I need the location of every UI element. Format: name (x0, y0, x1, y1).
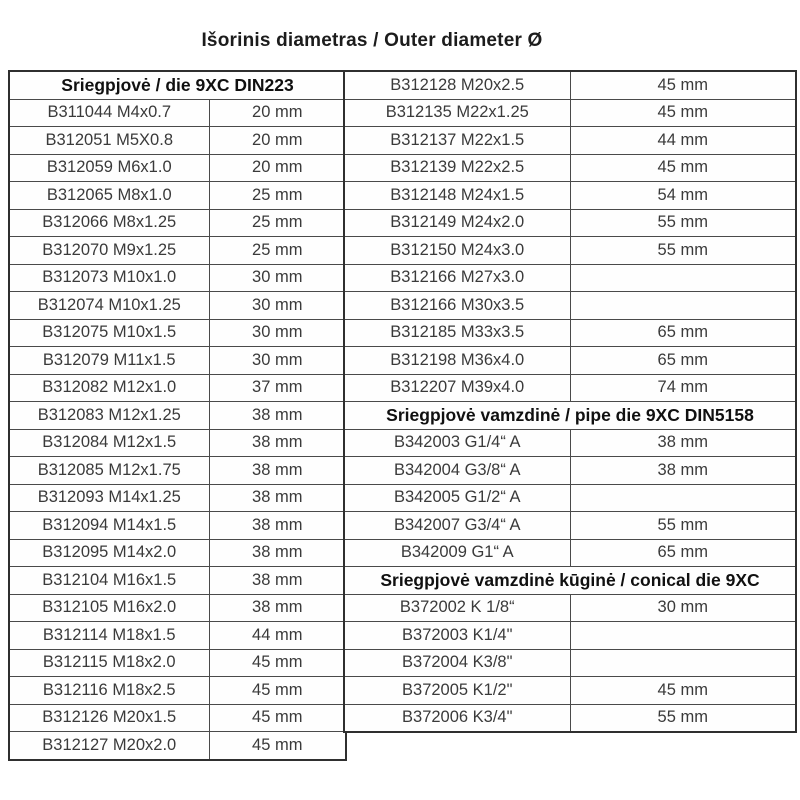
part-number-cell: B312150 M24x3.0 (344, 237, 570, 265)
table-row (9, 237, 346, 265)
table-row (9, 292, 346, 320)
part-number-cell: B311044 M4x0.7 (9, 99, 209, 127)
outer-diameter-cell: 38 mm (209, 594, 346, 622)
outer-diameter-cell: 74 mm (570, 374, 796, 402)
outer-diameter-cell: 44 mm (570, 127, 796, 155)
table-row (344, 429, 796, 457)
table-row (344, 649, 796, 677)
part-number-cell: B312116 M18x2.5 (9, 677, 209, 705)
table-row (344, 99, 796, 127)
part-number-cell: B312051 M5X0.8 (9, 127, 209, 155)
table-row (344, 704, 796, 732)
section-header-row (344, 567, 796, 595)
outer-diameter-cell: 55 mm (570, 512, 796, 540)
outer-diameter-cell: 38 mm (209, 539, 346, 567)
table-row (9, 127, 346, 155)
die-table-right-body (344, 71, 796, 732)
table-row (344, 209, 796, 237)
die-table-left-body (9, 71, 346, 760)
section-header: Sriegpjovė vamzdinė kūginė / conical die 9XC (344, 567, 796, 595)
section-header-row (344, 402, 796, 430)
table-row (344, 677, 796, 705)
table-row (344, 484, 796, 512)
part-number-cell: B312135 M22x1.25 (344, 99, 570, 127)
table-row (9, 704, 346, 732)
part-number-cell: B372006 K3/4" (344, 704, 570, 732)
part-number-cell: B312070 M9x1.25 (9, 237, 209, 265)
table-row (344, 512, 796, 540)
outer-diameter-cell: 25 mm (209, 237, 346, 265)
table-row (9, 154, 346, 182)
table-row (9, 319, 346, 347)
part-number-cell: B312085 M12x1.75 (9, 457, 209, 485)
outer-diameter-cell: 45 mm (570, 99, 796, 127)
outer-diameter-cell: 65 mm (570, 539, 796, 567)
part-number-cell: B312074 M10x1.25 (9, 292, 209, 320)
outer-diameter-cell: 30 mm (209, 264, 346, 292)
outer-diameter-cell: 38 mm (209, 429, 346, 457)
outer-diameter-cell: 30 mm (209, 347, 346, 375)
table-row (9, 182, 346, 210)
outer-diameter-cell: 20 mm (209, 154, 346, 182)
outer-diameter-cell: 45 mm (209, 649, 346, 677)
table-row (9, 484, 346, 512)
outer-diameter-cell: 38 mm (209, 402, 346, 430)
table-row (344, 127, 796, 155)
part-number-cell: B342005 G1/2“ A (344, 484, 570, 512)
part-number-cell: B312075 M10x1.5 (9, 319, 209, 347)
part-number-cell: B312198 M36x4.0 (344, 347, 570, 375)
table-row (9, 457, 346, 485)
outer-diameter-cell: 20 mm (209, 127, 346, 155)
outer-diameter-cell: 38 mm (209, 567, 346, 595)
table-row (344, 237, 796, 265)
part-number-cell: B312065 M8x1.0 (9, 182, 209, 210)
section-header: Sriegpjovė vamzdinė / pipe die 9XC DIN5158 (344, 402, 796, 430)
table-row (9, 264, 346, 292)
table-row (344, 539, 796, 567)
part-number-cell: B312114 M18x1.5 (9, 622, 209, 650)
part-number-cell: B312128 M20x2.5 (344, 71, 570, 99)
outer-diameter-cell: 45 mm (570, 71, 796, 99)
part-number-cell: B372003 K1/4" (344, 622, 570, 650)
part-number-cell: B312126 M20x1.5 (9, 704, 209, 732)
part-number-cell: B312166 M27x3.0 (344, 264, 570, 292)
part-number-cell: B312207 M39x4.0 (344, 374, 570, 402)
table-row (9, 99, 346, 127)
part-number-cell: B312149 M24x2.0 (344, 209, 570, 237)
outer-diameter-cell (570, 264, 796, 292)
part-number-cell: B342007 G3/4“ A (344, 512, 570, 540)
part-number-cell: B312084 M12x1.5 (9, 429, 209, 457)
die-table-left (8, 70, 347, 761)
table-row (9, 567, 346, 595)
part-number-cell: B312137 M22x1.5 (344, 127, 570, 155)
outer-diameter-cell: 30 mm (570, 594, 796, 622)
outer-diameter-cell: 38 mm (209, 484, 346, 512)
table-row (9, 429, 346, 457)
part-number-cell: B312115 M18x2.0 (9, 649, 209, 677)
outer-diameter-cell (570, 622, 796, 650)
part-number-cell: B342003 G1/4“ A (344, 429, 570, 457)
outer-diameter-cell: 45 mm (209, 704, 346, 732)
part-number-cell: B312139 M22x2.5 (344, 154, 570, 182)
part-number-cell: B372002 K 1/8“ (344, 594, 570, 622)
table-row (344, 264, 796, 292)
part-number-cell: B342004 G3/8“ A (344, 457, 570, 485)
outer-diameter-cell: 25 mm (209, 182, 346, 210)
outer-diameter-cell: 55 mm (570, 209, 796, 237)
table-row (344, 594, 796, 622)
part-number-cell: B312185 M33x3.5 (344, 319, 570, 347)
table-row (9, 374, 346, 402)
table-row (9, 677, 346, 705)
part-number-cell: B312095 M14x2.0 (9, 539, 209, 567)
outer-diameter-cell: 30 mm (209, 292, 346, 320)
outer-diameter-cell (570, 292, 796, 320)
table-row (9, 402, 346, 430)
part-number-cell: B312104 M16x1.5 (9, 567, 209, 595)
table-row (9, 209, 346, 237)
die-table-right (343, 70, 797, 733)
outer-diameter-cell (570, 649, 796, 677)
part-number-cell: B342009 G1“ A (344, 539, 570, 567)
part-number-cell: B312066 M8x1.25 (9, 209, 209, 237)
table-row (344, 182, 796, 210)
table-row (9, 732, 346, 760)
table-row (9, 622, 346, 650)
part-number-cell: B312127 M20x2.0 (9, 732, 209, 760)
outer-diameter-cell: 65 mm (570, 347, 796, 375)
outer-diameter-cell (570, 484, 796, 512)
table-row (9, 649, 346, 677)
part-number-cell: B312166 M30x3.5 (344, 292, 570, 320)
section-header-row (9, 71, 346, 99)
table-row (9, 539, 346, 567)
table-row (344, 622, 796, 650)
page-title: Išorinis diametras / Outer diameter Ø (201, 30, 543, 51)
part-number-cell: B312079 M11x1.5 (9, 347, 209, 375)
table-row (344, 319, 796, 347)
section-header: Sriegpjovė / die 9XC DIN223 (9, 71, 346, 99)
outer-diameter-cell: 38 mm (570, 457, 796, 485)
outer-diameter-cell: 37 mm (209, 374, 346, 402)
outer-diameter-cell: 45 mm (209, 677, 346, 705)
outer-diameter-cell: 55 mm (570, 237, 796, 265)
part-number-cell: B312059 M6x1.0 (9, 154, 209, 182)
outer-diameter-cell: 45 mm (570, 154, 796, 182)
part-number-cell: B312093 M14x1.25 (9, 484, 209, 512)
outer-diameter-cell: 45 mm (209, 732, 346, 760)
outer-diameter-cell: 45 mm (570, 677, 796, 705)
table-row (9, 347, 346, 375)
outer-diameter-cell: 44 mm (209, 622, 346, 650)
outer-diameter-cell: 65 mm (570, 319, 796, 347)
part-number-cell: B372005 K1/2" (344, 677, 570, 705)
table-row (344, 154, 796, 182)
outer-diameter-cell: 30 mm (209, 319, 346, 347)
part-number-cell: B372004 K3/8" (344, 649, 570, 677)
table-row (344, 457, 796, 485)
outer-diameter-cell: 20 mm (209, 99, 346, 127)
table-row (9, 594, 346, 622)
part-number-cell: B312094 M14x1.5 (9, 512, 209, 540)
part-number-cell: B312083 M12x1.25 (9, 402, 209, 430)
table-row (344, 347, 796, 375)
outer-diameter-cell: 55 mm (570, 704, 796, 732)
outer-diameter-cell: 38 mm (570, 429, 796, 457)
table-row (344, 292, 796, 320)
table-row (344, 374, 796, 402)
part-number-cell: B312082 M12x1.0 (9, 374, 209, 402)
outer-diameter-cell: 25 mm (209, 209, 346, 237)
table-row (344, 71, 796, 99)
part-number-cell: B312073 M10x1.0 (9, 264, 209, 292)
outer-diameter-cell: 38 mm (209, 457, 346, 485)
outer-diameter-cell: 54 mm (570, 182, 796, 210)
table-row (9, 512, 346, 540)
part-number-cell: B312105 M16x2.0 (9, 594, 209, 622)
part-number-cell: B312148 M24x1.5 (344, 182, 570, 210)
outer-diameter-cell: 38 mm (209, 512, 346, 540)
